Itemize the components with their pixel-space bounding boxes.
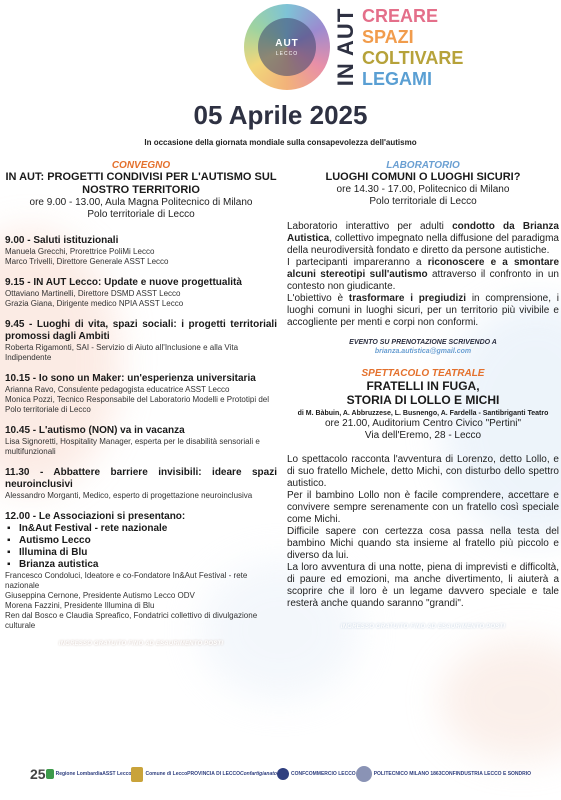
slogan-line: COLTIVARE	[362, 48, 464, 68]
speaker-line: Monica Pozzi, Tecnico Responsabile del Laboratorio Modelli e Prototipi del Polo territoriale di Lecco	[5, 395, 269, 414]
program-item-title: 9.45 - Luoghi di vita, spazi sociali: i progetti territoriali promossi dagli Ambiti	[5, 319, 277, 342]
slogan-line: LEGAMI	[362, 69, 432, 89]
occasion-subtitle: In occasione della giornata mondiale sulla consapevolezza dell'autismo	[144, 138, 417, 147]
speaker-line: Ottaviano Martinelli, Direttore DSMD ASST Lecco	[5, 289, 181, 298]
slogan-line: CREARE	[362, 6, 439, 26]
background-wash	[441, 640, 561, 760]
association-bullet: ▪ Brianza autistica	[5, 559, 277, 571]
free-entry-note: INGRESSO GRATUITO FINO AD ESAURIMENTO POSTI	[340, 624, 506, 630]
program-item-title: 11.30 - Abbattere barriere invisibili: ideare spazi neuroinclusivi	[5, 467, 277, 490]
program-item	[5, 467, 277, 501]
speaker-line: Ren dal Bosco e Claudia Spreafico, Fondatrici collettivo di divulgazione culturale	[5, 611, 258, 630]
in-aut-logo	[244, 4, 330, 90]
speaker-line: Francesco Condoluci, Ideatore e co-Fondatore In&Aut Festival - rete nazionale	[5, 571, 248, 590]
laboratorio-description: Laboratorio interattivo per adulti condotto da Brianza Autistica, collettivo impegnato nella diffusione del paradigma della neurodiversità fondato e diretto da persone autistiche.	[287, 221, 559, 256]
vertical-title: IN AUT	[333, 7, 358, 87]
free-entry-note: INGRESSO GRATUITO FINO AD ESAURIMENTO POSTI	[58, 641, 224, 647]
speaker-line: Roberta Rigamonti, SAI - Servizio di Aiuto all'Inclusione e alla Vita Indipendente	[5, 343, 239, 362]
spettacolo-credits: di M. Bàbuin, A. Abbruzzese, L. Busnengo, A. Fardella - Santibriganti Teatro	[297, 410, 549, 417]
logo-text: AUT	[275, 37, 299, 49]
polimi-logo: POLITECNICO MILANO 1863	[356, 766, 442, 782]
confcommercio-logo: CONFCOMMERCIO LECCO	[277, 768, 356, 780]
slogan-line: SPAZI	[362, 27, 414, 47]
program-item	[5, 373, 277, 415]
program-item-associations	[5, 511, 277, 631]
sponsor-bar	[0, 754, 561, 794]
speaker-line: Alessandro Morganti, Medico, esperto di progettazione neuroinclusiva	[5, 491, 253, 500]
convegno-time: ore 9.00 - 13.00, Aula Magna Politecnico di Milano	[29, 197, 253, 208]
association-bullet: ▪ Autismo Lecco	[5, 535, 277, 547]
asst-logo: ASST Lecco	[102, 771, 132, 777]
laboratorio-title: LUOGHI COMUNI O LUOGHI SICURI?	[325, 171, 521, 183]
laboratorio-place: Polo territoriale di Lecco	[369, 196, 477, 207]
program-item-title: 10.45 - L'autismo (NON) va in vacanza	[5, 425, 185, 436]
region-logo: Regione Lombardia	[46, 769, 103, 779]
speaker-line: Grazia Giana, Dirigente medico NPIA ASST Lecco	[5, 299, 184, 308]
spettacolo-kicker: SPETTACOLO TEATRALE	[361, 368, 485, 379]
laboratorio-kicker: LABORATORIO	[386, 160, 460, 171]
program-item-title: 10.15 - Io sono un Maker: un'esperienza universitaria	[5, 373, 256, 384]
convegno-kicker: CONVEGNO	[111, 160, 171, 171]
convegno-title: IN AUT: PROGETTI CONDIVISI PER L'AUTISMO SUL NOSTRO TERRITORIO	[5, 171, 277, 196]
spettacolo-time: ore 21.00, Auditorium Centro Civico "Pertini"	[324, 418, 522, 429]
speaker-line: Arianna Ravo, Consulente pedagogista educatrice ASST Lecco	[5, 385, 230, 394]
booking-email[interactable]: brianza.autistica@gmail.com	[374, 348, 472, 355]
program-item	[5, 277, 277, 309]
speaker-line: Manuela Grecchi, Prorettrice PoliMi Lecco	[5, 247, 155, 256]
convegno-place: Polo territoriale di Lecco	[87, 209, 195, 220]
poster-header	[0, 0, 561, 100]
program-list	[5, 235, 277, 647]
booking-note: EVENTO SU PRENOTAZIONE SCRIVENDO A brianza.autistica@gmail.com	[287, 338, 559, 356]
association-bullet: ▪ Illumina di Blu	[5, 547, 277, 559]
slogan	[362, 6, 463, 90]
confindustria-logo: CONFINDUSTRIA LECCO E SONDRIO	[441, 771, 532, 777]
province-logo: PROVINCIA DI LECCO	[187, 771, 241, 777]
spettacolo-place: Via dell'Eremo, 28 - Lecco	[364, 430, 482, 441]
program-item	[5, 425, 277, 457]
speaker-line: Morena Fazzini, Presidente Illumina di Blu	[5, 601, 155, 610]
speaker-line: Lisa Signoretti, Hospitality Manager, esperta per le disabilità sensoriali e multifunzionali	[5, 437, 260, 456]
association-bullet: ▪ In&Aut Festival - rete nazionale	[5, 523, 277, 535]
speaker-line: Giuseppina Cernone, Presidente Autismo Lecco ODV	[5, 591, 195, 600]
event-date: 05 Aprile 2025	[193, 100, 368, 130]
speaker-line: Marco Trivelli, Direttore Generale ASST Lecco	[5, 257, 169, 266]
program-item-title: 12.00 - Le Associazioni si presentano:	[5, 511, 186, 522]
program-item	[5, 319, 277, 363]
spettacolo-description: Lo spettacolo racconta l'avventura di Lorenzo, detto Lollo, e di suo fratello Michele, detto Michi, con disturbo dello spettro autistico.	[287, 454, 559, 489]
program-item-title: 9.15 - IN AUT Lecco: Update e nuove progettualità	[5, 277, 242, 288]
convegno-column	[5, 160, 277, 647]
logo-city: LECCO	[275, 50, 299, 57]
program-item-title: 9.00 - Saluti istituzionali	[5, 235, 119, 246]
confartigianato-logo: Confartigianato	[240, 771, 277, 777]
program-item	[5, 235, 277, 267]
anniversary-logo: 25	[30, 766, 46, 782]
spettacolo-title: FRATELLI IN FUGA, STORIA DI LOLLO E MICHI	[346, 379, 500, 407]
laboratorio-time: ore 14.30 - 17.00, Politecnico di Milano	[336, 184, 510, 195]
coat-of-arms-logo: Comune di Lecco	[131, 767, 187, 782]
laboratorio-column: LABORATORIO LUOGHI COMUNI O LUOGHI SICURI? ore 14.30 - 17.00, Politecnico di Milano Polo territoriale di Lecco Laboratorio interattivo per adulti condotto da Brianza Autistica, collettivo impegnato nella diffusione del paradigma della neurodiversità fondato e diretto da persone autistiche. I partecipanti impareranno a riconoscere e a smontare alcuni stereotipi sull'autismo attraverso il confronto in un contesto non giudicante. L'obiettivo è trasformare i pregiudizi in comprensione, i luoghi comuni in luoghi sicuri, per un territorio più vivibile e accogliente per menti e corpi non conformi. EVENTO SU PRENOTAZIONE SCRIVENDO A brianza.autistica@gmail.com SPETTACOLO TEATRALE FRATELLI IN FUGA, STORIA DI LOLLO E MICHI di M. Bàbuin, A. Abbruzzese, L. Busnengo, A. Fardella - Santibriganti Teatro ore 21.00, Auditorium Centro Civico "Pertini" Via dell'Eremo, 28 - Lecco Lo spettacolo racconta l'avventura di Lorenzo, detto Lollo, e di suo fratello Michele, detto Michi, con disturbo dello spettro autistico. Per il bambino Lollo non è facile comprendere, accettare e convivere sempre serenamente con un fratello così speciale come Michi. Difficile sapere con certezza cosa passa nella testa del bambino Michi quando sta insieme al fratello più piccolo e diverso da lui. La loro avventura di una notte, piena di imprevisti e difficoltà, di paure ed emozioni, ma anche divertimento, li aiuterà a scoprire che il loro è un legame davvero speciale e tale resterà anche quando saranno "grandi". INGRESSO GRATUITO FINO AD ESAURIMENTO POSTI	[287, 160, 560, 630]
